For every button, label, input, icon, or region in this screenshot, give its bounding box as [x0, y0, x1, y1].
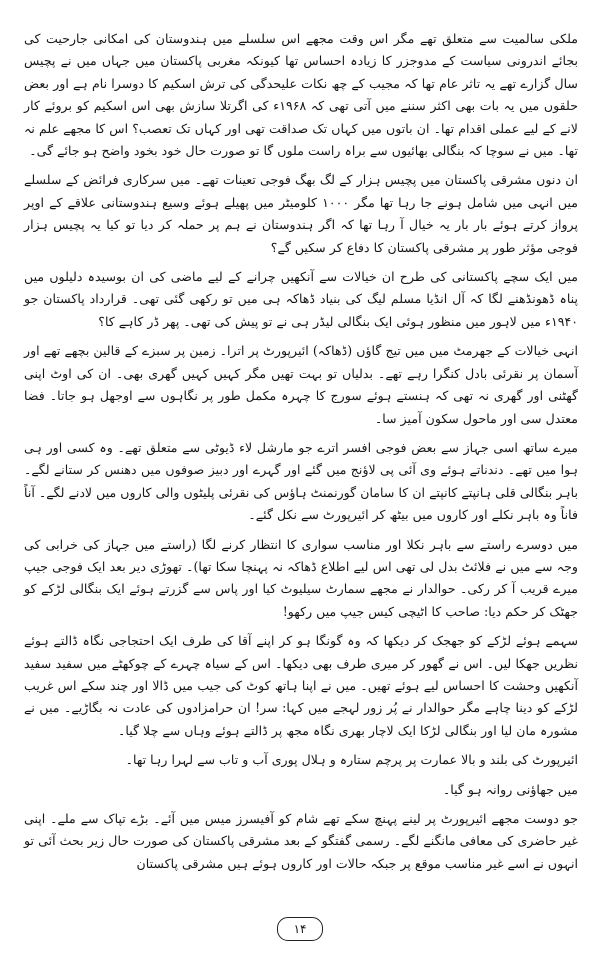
- paragraph-3: میں ایک سچے پاکستانی کی طرح ان خیالات سے آنکھیں چرانے کے لیے ماضی کی ان بوسیدہ دلیلوں میں پناہ ڈھونڈھنے لگا کہ آل انڈیا مسلم لیگ کی بنیاد ڈھاکہ ہی میں تو رکھی گئی تھی۔ قرارداد پاکستان جو ۱۹۴۰ء میں لاہور میں منظور ہوئی ایک بنگالی لیڈر ہی نے تو پیش کی تھی۔ پھر ڈر کاہے کا؟: [24, 269, 578, 329]
- paragraph-1: ملکی سالمیت سے متعلق تھے مگر اس وقت مجھے اس سلسلے میں ہندوستان کی امکانی جارحیت کی بجائے اندرونی سیاست کے مدوجزر کا زیادہ احساس تھا کیونکہ مغربی پاکستان میں جہاں میں نے پچیس سال گزارے تھے یہ تاثر عام تھا کہ مجیب کے چھ نکات علیحدگی کی ترش اسکیم کا دوسرا نام ہے اور بعض حلقوں میں یہ بات بھی اکثر سننے میں آتی تھی کہ ۱۹۶۸ء کی اگرتلا سازش بھی اس اسکیم کو بروئے کار لانے کے لیے عملی اقدام تھا۔ ان باتوں میں کہاں تک صداقت تھی اور کہاں تک تعصب؟ اس کا مجھے علم نہ تھا۔ میں نے سوچا کہ بنگالی بھائیوں سے براہ راست ملوں گا تو صورت حال خود بخود واضح ہو جائے گی۔: [24, 31, 579, 159]
- paragraph-6: میں دوسرے راستے سے باہر نکلا اور مناسب سواری کا انتظار کرنے لگا (راستے میں جہاز کی خرابی کی وجہ سے میں نے فلائٹ بدل لی تھی اس لیے اطلاع ڈھاکہ نہ پہنچا سکا تھا)۔ تھوڑی دیر بعد ایک فوجی جیپ میرے قریب آ کر رکی۔ حوالدار نے مجھے سمارٹ سیلیوٹ کیا اور پاس سے گزرتے ہوئے ایک بنگالی لڑکے کو جھٹک کر حکم دیا: صاحب کا اٹیچی کیس جیپ میں رکھو!: [24, 536, 578, 619]
- page-number: ۱۴: [293, 922, 307, 936]
- paragraph-10: جو دوست مجھے ائیرپورٹ پر لینے پہنچ سکے تھے شام کو آفیسرز میس میں آئے۔ بڑے تپاک سے ملے۔ اپنی غیر حاضری کی معافی مانگنے لگے۔ رسمی گفتگو کے بعد مشرقی پاکستان کی صورت حال زیر بحث آئی تو انہوں نے اسے غیر مناسب موقع پر جبکہ حالات اور کاروں ہوئے ہیں مشرقی پاکستان: [24, 811, 578, 871]
- paragraph-2: ان دنوں مشرقی پاکستان میں پچیس ہزار کے لگ بھگ فوجی تعینات تھے۔ میں سرکاری فرائض کے سلسلے میں انہی میں شامل ہونے جا رہا تھا مگر ۱۰۰۰ کلومیٹر میں پھیلے ہوئے وسیع ہندوستانی علاقے کے اوپر پرواز کرتے ہوئے بار بار یہ خیال آ رہا تھا کہ اگر ہندوستان نے ہم پر حملہ کر دیا تو کیا یہ پچیس ہزار فوجی مؤثر طور پر مشرقی پاکستان کا دفاع کر سکیں گے؟: [24, 172, 578, 255]
- paragraph-9: میں جھاؤنی روانہ ہو گیا۔: [442, 781, 578, 797]
- page-number-frame: [277, 917, 323, 941]
- paragraph-7: سہمے ہوئے لڑکے کو جھجک کر دیکھا کہ وہ گونگا ہو کر اپنے آقا کی طرف ایک احتجاجی نگاہ ڈالتے ہوئے نظریں جھکا لیں۔ اس نے گھور کر میری طرف بھی دیکھا۔ اس کے سیاہ چہرے کے چوکھٹے میں سفید سفید آنکھیں وحشت کا احساس لیے ہوئے تھیں۔ میں نے اپنا ہاتھ کوٹ کی جیب میں ڈالا اور چند سکے اس غریب لڑکے کو دینا چاہے مگر حوالدار نے پُر زور لہجے میں کہا: سر! ان حرامزادوں کی عادت نہ بگاڑیے۔ میں نے مشورہ مان لیا اور بنگالی لڑکا ایک لاچار بھری نگاہ مجھ پر ڈالتے ہوئے وہاں سے چلا گیا۔: [24, 633, 578, 738]
- paragraph-8: ائیرپورٹ کی بلند و بالا عمارت پر پرچم ستارہ و ہلال پوری آب و تاب سے لہرا رہا تھا۔: [125, 752, 578, 768]
- body-text: [24, 28, 578, 875]
- paragraph-5: میرے ساتھ اسی جہاز سے بعض فوجی افسر اترے جو مارشل لاء ڈیوٹی سے متعلق تھے۔ وہ کسی اور ہی ہوا میں تھے۔ دندناتے ہوئے وی آئی پی لاؤنج میں گئے اور گہرے اور دبیز صوفوں میں دھنس کر ستانے لگے۔ باہر بنگالی قلی ہانپتے کانپتے ان کا سامان گورنمنٹ ہاؤس کی نقرئی پلیٹوں والی کاروں میں لادنے لگے۔ آناً فاناً وہ باہر نکلے اور کاروں میں بیٹھ کر ائیرپورٹ سے نکل گئے۔: [24, 439, 578, 523]
- paragraph-4: انہی خیالات کے جھرمٹ میں میں تیج گاؤں (ڈھاکہ) ائیرپورٹ پر اترا۔ زمین پر سبزے کے قالین بچھے تھے اور آسمان پر نقرئی بادل کنگرا رہے تھے۔ بدلیاں تو بہت تھیں مگر کہیں کہیں گھری بھی۔ ان کی اوٹ اپنی گھٹنی اور گھری نہ تھی کہ ہنستے ہوئے سورج کا چہرہ مکمل طور پر نگاہوں سے اوجھل ہو جاتا۔ فضا معتدل سی اور ماحول سکون آمیز سا۔: [24, 343, 578, 426]
